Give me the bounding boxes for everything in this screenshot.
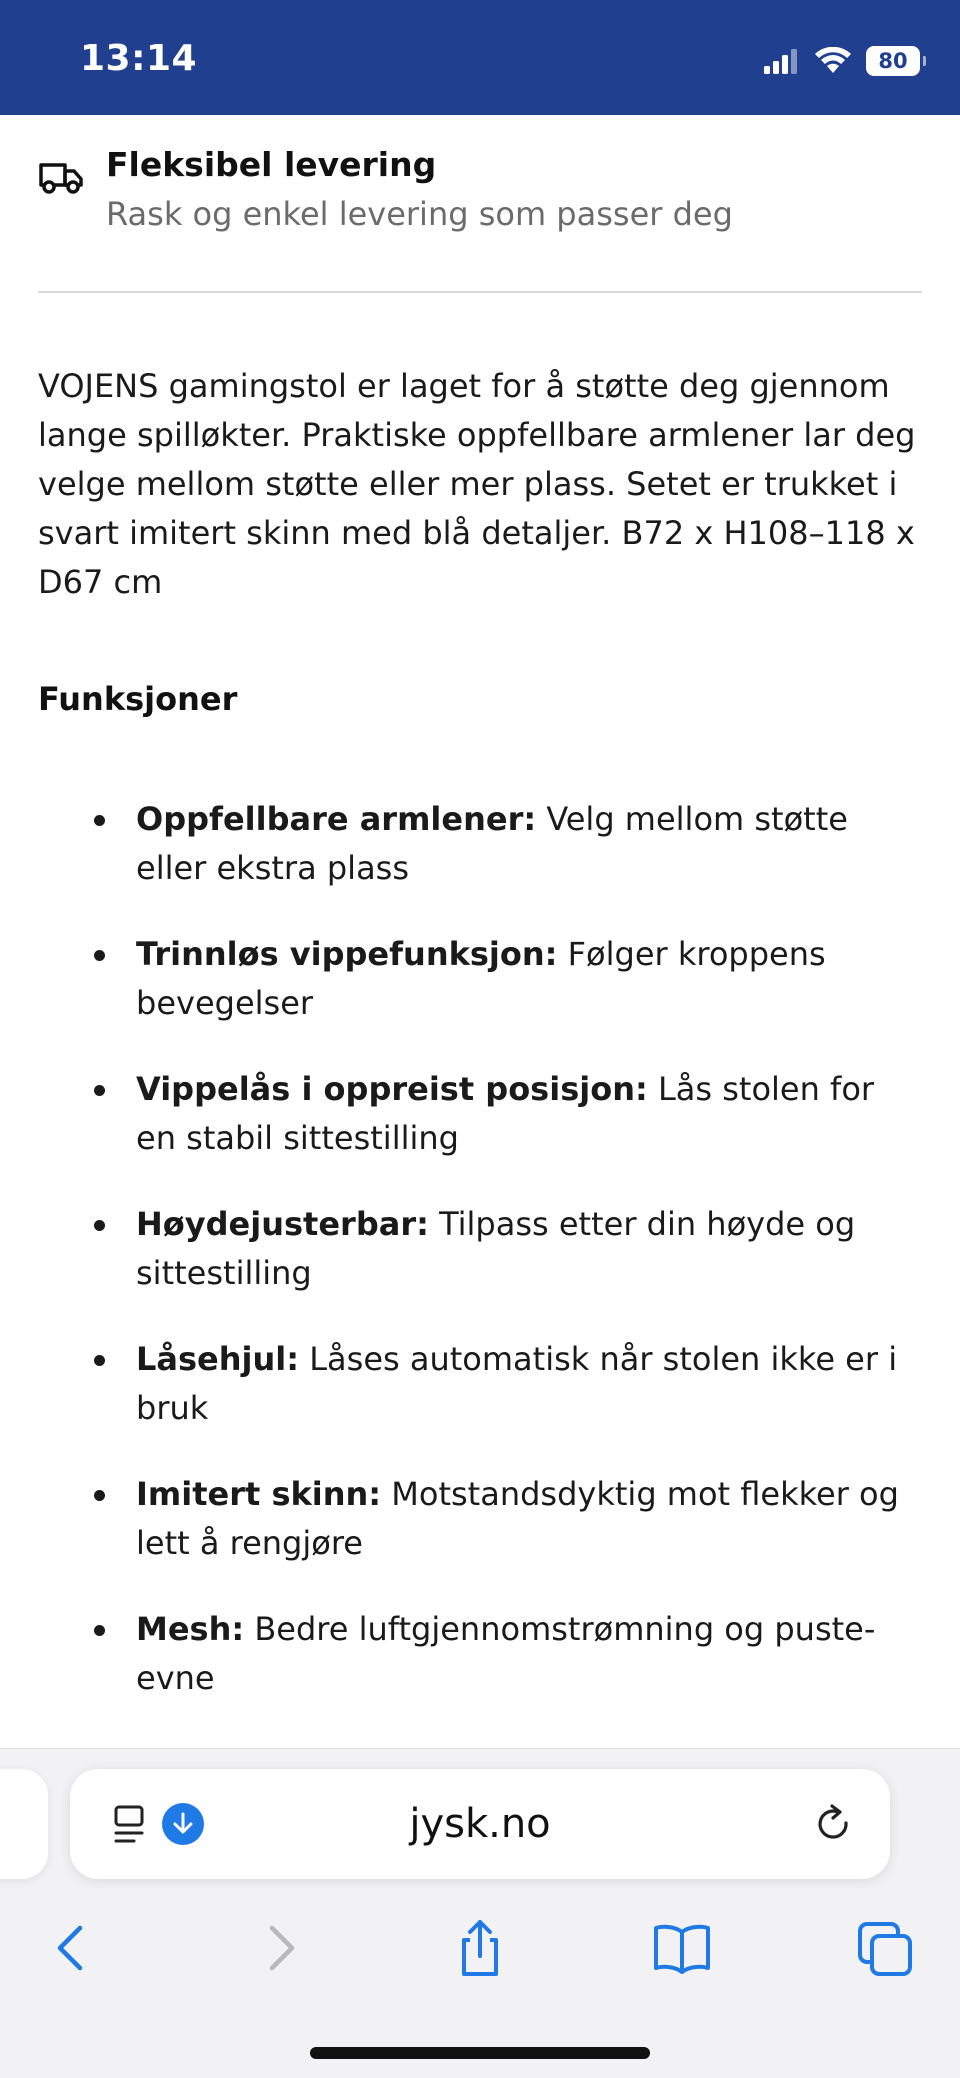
feature-text: Låses automatisk når stolen ikke er i bruk	[136, 1340, 898, 1427]
feature-item	[0, 1470, 960, 1568]
bookmarks-icon[interactable]	[652, 1918, 712, 1978]
battery-indicator: 80	[866, 46, 920, 76]
feature-text: Motstandsdyktig mot flekker og lett å rengjøre	[136, 1475, 899, 1562]
bullet	[94, 950, 105, 961]
feature-text: Bedre luftgjennomstrømning og pusteevne	[136, 1610, 876, 1697]
address-bar-area	[0, 1748, 960, 1889]
browser-toolbar	[0, 1888, 960, 2078]
cellular-signal-icon	[764, 48, 800, 74]
bullet	[94, 1355, 105, 1366]
feature-item	[0, 1200, 960, 1298]
status-icons	[764, 44, 920, 78]
feature-item	[0, 1605, 960, 1703]
feature-list	[0, 795, 960, 1740]
feature-text: Følger kroppens bevegelser	[136, 935, 826, 1022]
truck-icon	[38, 159, 84, 195]
bullet	[94, 1220, 105, 1231]
home-indicator	[310, 2047, 650, 2059]
feature-label: Oppfellbare armlener:	[136, 800, 537, 838]
feature-label: Trinnløs vippefunksjon:	[136, 935, 558, 973]
feature-label: Vippelås i oppreist posisjon:	[136, 1070, 648, 1108]
tabs-icon[interactable]	[856, 1918, 916, 1978]
reload-icon[interactable]	[812, 1803, 856, 1847]
product-description: VOJENS gamingstol er laget for å støtte deg gjennom lange spilløkter. Praktiske oppfellbare armlener lar deg velge mellom støtte eller mer plass. Setet er trukket i svart imitert skinn med blå detaljer. B72 x H108–118 x D67 cm	[38, 367, 916, 601]
feature-text: Velg mellom støtte eller ekstra plass	[136, 800, 848, 887]
back-icon[interactable]	[42, 1918, 102, 1978]
feature-item	[0, 1335, 960, 1433]
feature-item	[0, 795, 960, 893]
feature-text: Lås stolen for en stabil sittestilling	[136, 1070, 875, 1157]
status-bar	[0, 0, 960, 115]
bullet	[94, 815, 105, 826]
section-divider	[38, 291, 922, 293]
feature-label: Imitert skinn:	[136, 1475, 382, 1513]
feature-label: Høydejusterbar:	[136, 1205, 429, 1243]
feature-label: Låsehjul:	[136, 1340, 300, 1378]
bullet	[94, 1625, 105, 1636]
delivery-title: Fleksibel levering	[106, 145, 437, 184]
address-bar[interactable]	[70, 1769, 890, 1879]
previous-tab-preview[interactable]	[0, 1769, 48, 1879]
share-icon[interactable]	[450, 1918, 510, 1978]
url-text[interactable]: jysk.no	[409, 1801, 551, 1847]
bullet	[94, 1085, 105, 1096]
feature-item	[0, 1065, 960, 1163]
forward-icon[interactable]	[250, 1918, 310, 1978]
feature-item	[0, 930, 960, 1028]
feature-label: Mesh:	[136, 1610, 245, 1648]
wifi-icon	[814, 47, 852, 75]
status-time: 13:14	[80, 38, 198, 79]
bullet	[94, 1490, 105, 1501]
delivery-subtitle: Rask og enkel levering som passer deg	[106, 195, 733, 233]
features-heading: Funksjoner	[38, 680, 238, 718]
feature-text: Tilpass etter din høyde og sittestilling	[136, 1205, 856, 1292]
